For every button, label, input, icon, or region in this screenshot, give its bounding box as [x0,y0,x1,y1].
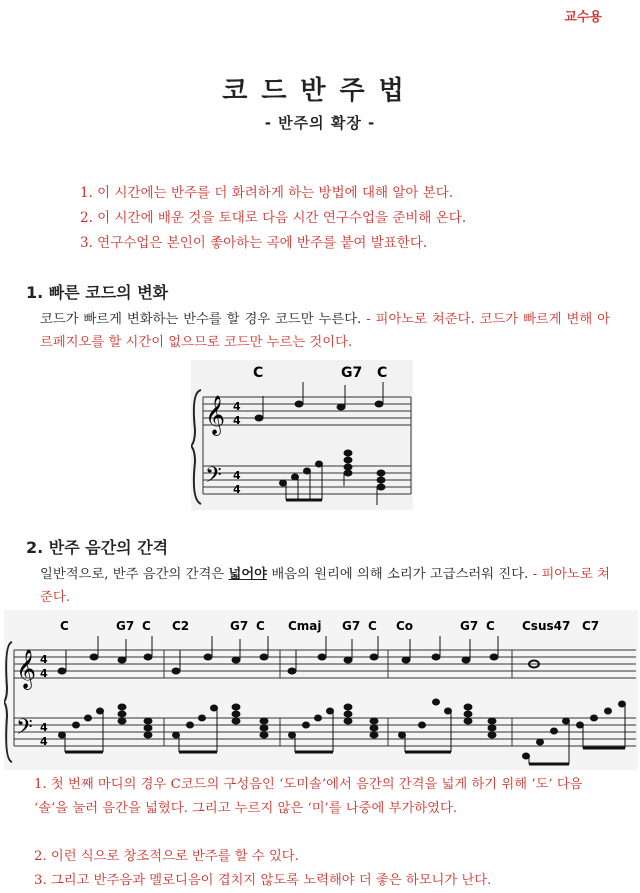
chord-symbol: C [486,619,495,633]
page-title: 코드반주법 [222,76,418,106]
chord-symbol: G7 [460,619,479,633]
explanation-item: 1. 첫 번째 마디의 경우 C코드의 구성음인 ‘도미솔’에서 음간의 간격을 넓게 하기 위해 ‘도’ 다음 ‘솔’을 눌러 음간을 넓혔다. 그리고 누르지 않은 ‘미’를 나중에 부가하였다. [34,777,583,816]
time-signature: 4 [233,400,241,413]
time-signature: 4 [233,483,241,496]
section-paragraph [40,563,610,609]
score-example-1 [191,360,413,510]
teacher-version-tag: 교수용 [564,10,602,25]
treble-clef: 𝄞 [205,395,226,435]
section-paragraph [40,308,610,354]
page-subtitle: - 반주의 확장 - [264,114,376,132]
treble-clef: 𝄞 [16,649,37,689]
chord-symbol: C7 [582,619,600,633]
time-signature: 4 [233,414,241,427]
chord-symbol: G7 [342,619,361,633]
chord-symbol: Csus47 [522,619,571,633]
chord-symbol: C2 [172,619,190,633]
chord-symbol: G7 [230,619,249,633]
bass-clef: 𝄢 [16,715,33,745]
paragraph-text: 배음의 원리에 의해 소리가 고급스러워 진다. [267,567,529,582]
score-example-2 [4,610,638,770]
chord-symbol: C [60,619,69,633]
explanation-item: 2. 이런 식으로 창조적으로 반주를 할 수 있다. [34,849,299,864]
time-signature: 4 [233,469,241,482]
emphasis-text: 넓어야 [228,567,268,582]
chord-symbol: G7 [341,365,363,381]
teacher-note: - 피아노로 쳐준다. [40,567,610,605]
time-signature: 4 [40,721,48,734]
time-signature: 4 [40,735,48,748]
chord-symbol: Cmaj [288,619,322,633]
chord-symbol: Co [396,619,414,633]
time-signature: 4 [40,667,48,680]
chord-symbol: C [377,365,388,381]
chord-symbol: C [142,619,151,633]
bass-clef: 𝄢 [205,463,222,493]
section-heading: 1. 빠른 코드의 변화 [26,283,169,302]
goal-item: 2. 이 시간에 배운 것을 토대로 다음 시간 연구수업을 준비해 온다. [80,210,467,226]
section-heading: 2. 반주 음간의 간격 [26,538,169,557]
time-signature: 4 [40,653,48,666]
goal-item: 1. 이 시간에는 반주를 더 화려하게 하는 방법에 대해 알아 본다. [80,185,454,201]
teacher-note: - 피아노로 쳐준다. 코드가 빠르게 변해 아르페지오를 할 시간이 없으므로 코드만 누르는 것이다. [40,312,610,350]
chord-symbol: C [253,365,264,381]
chord-symbol: C [368,619,377,633]
chord-symbol: G7 [116,619,135,633]
goal-item: 3. 연구수업은 본인이 좋아하는 곡에 반주를 붙여 발표한다. [80,235,428,251]
chord-symbol: C [256,619,265,633]
paragraph-text: 일반적으로, 반주 음간의 간격은 [40,567,229,582]
paragraph-text: 코드가 빠르게 변화하는 반수를 할 경우 코드만 누른다. [40,312,362,327]
explanation-item: 3. 그리고 반주음과 멜로디음이 겹치지 않도록 노력해야 더 좋은 하모니가 난다. [34,873,492,888]
